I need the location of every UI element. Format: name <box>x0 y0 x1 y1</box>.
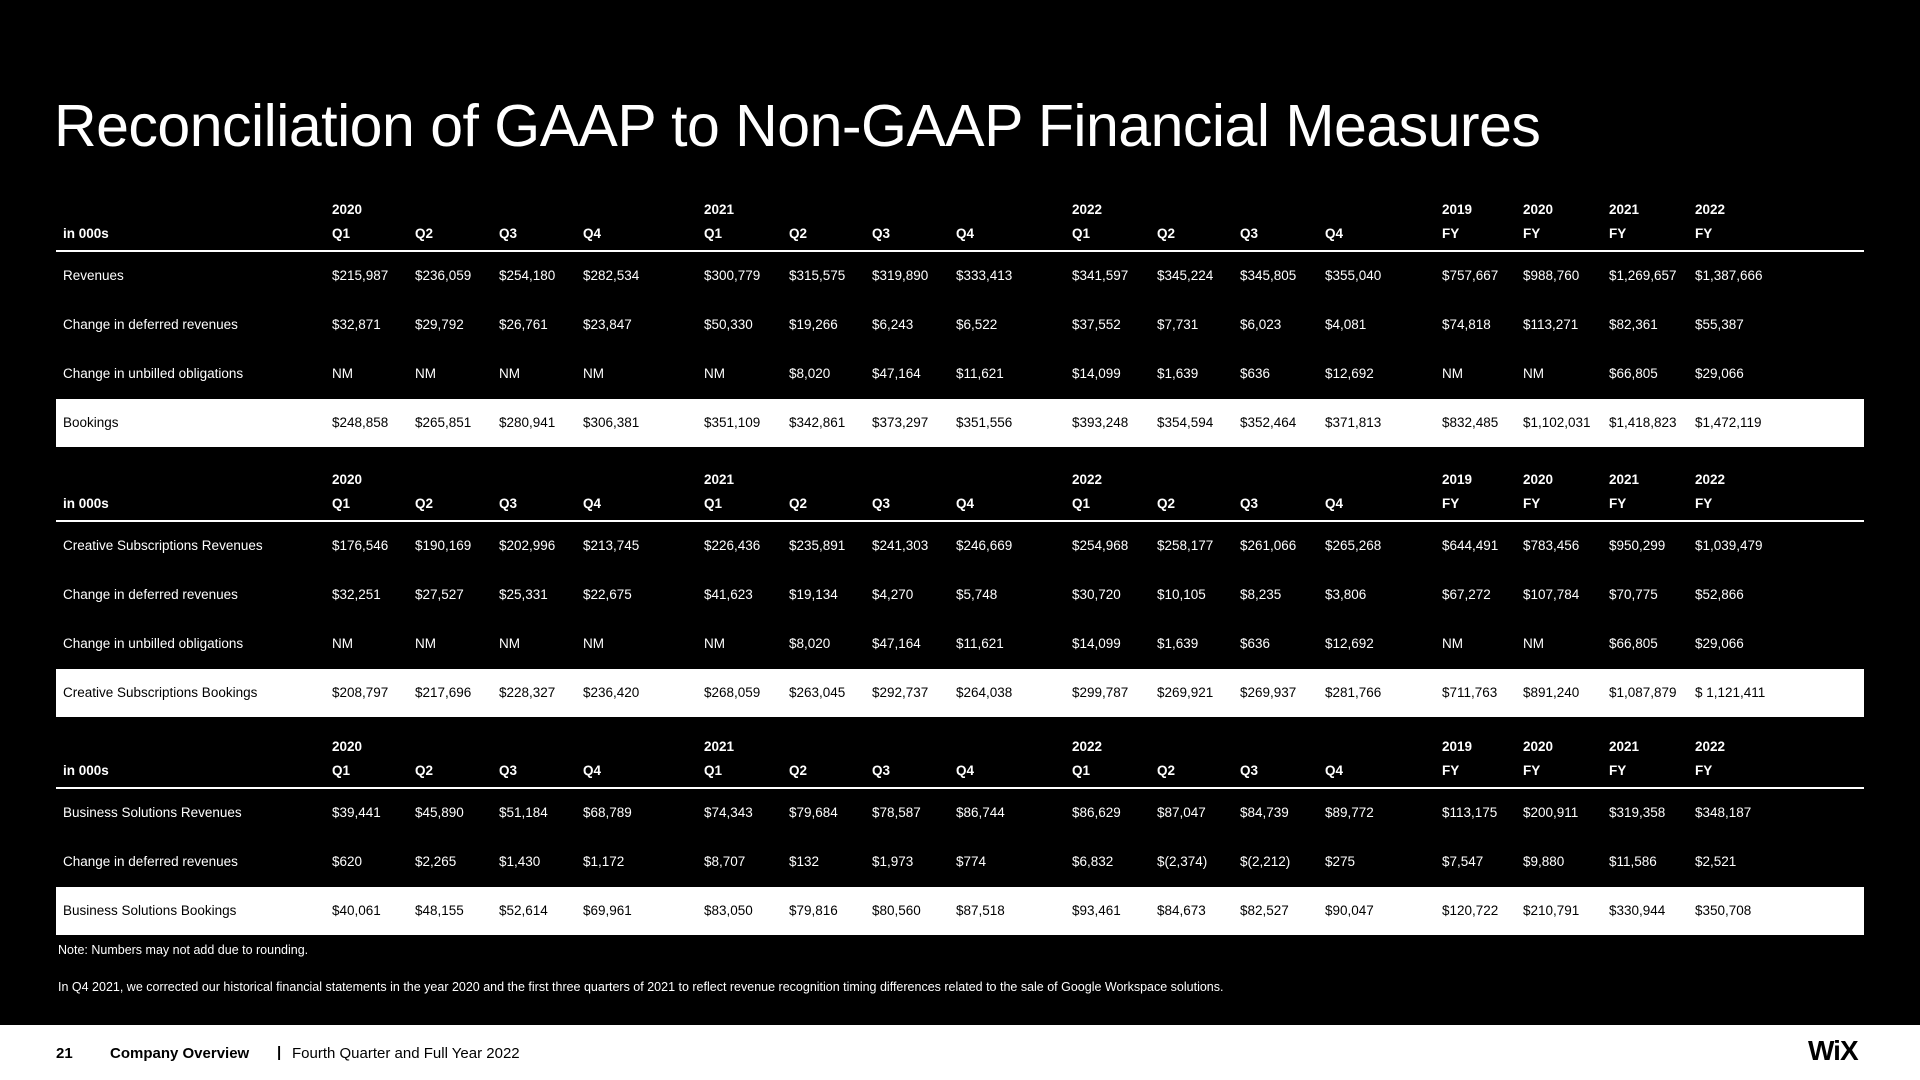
table-cell: $14,099 <box>1072 366 1121 381</box>
row-label: Change in unbilled obligations <box>63 636 244 651</box>
unit-label: in 000s <box>63 226 109 241</box>
table-cell: $8,020 <box>789 636 831 651</box>
period-header: Q3 <box>499 226 518 241</box>
table-cell: $113,175 <box>1442 805 1498 820</box>
year-header: 2021 <box>704 202 735 217</box>
table-cell: $644,491 <box>1442 538 1499 553</box>
period-header: FY <box>1442 496 1460 511</box>
table-cell: $215,987 <box>332 268 389 283</box>
table-cell: $113,271 <box>1523 317 1579 332</box>
table-cell: $32,251 <box>332 587 381 602</box>
table-row <box>56 301 1864 350</box>
table-cell: $354,594 <box>1157 415 1214 430</box>
table-cell: $68,789 <box>583 805 632 820</box>
table-cell: $299,787 <box>1072 685 1129 700</box>
table-cell: $1,039,479 <box>1695 538 1763 553</box>
table-cell: $89,772 <box>1325 805 1374 820</box>
table-cell: NM <box>704 636 725 651</box>
table-cell: $6,243 <box>872 317 914 332</box>
period-header: Q2 <box>789 226 808 241</box>
table-cell: $51,184 <box>499 805 548 820</box>
table-cell: $25,331 <box>499 587 548 602</box>
table-cell: NM <box>1442 636 1463 651</box>
table-cell: $248,858 <box>332 415 389 430</box>
period-header: Q4 <box>956 496 975 511</box>
table-row <box>56 789 1864 838</box>
unit-label: in 000s <box>63 763 109 778</box>
bookings-row <box>56 887 1864 935</box>
row-label: Business Solutions Bookings <box>63 903 237 918</box>
table-cell: $265,851 <box>415 415 472 430</box>
period-header: Q3 <box>499 763 518 778</box>
period-header: Q2 <box>789 763 808 778</box>
table-cell: $(2,374) <box>1157 854 1208 869</box>
table-cell: NM <box>332 366 353 381</box>
table-cell: $67,272 <box>1442 587 1491 602</box>
table-cell: $52,614 <box>499 903 548 918</box>
table-cell: $1,102,031 <box>1523 415 1591 430</box>
table-cell: $50,330 <box>704 317 753 332</box>
table-cell: NM <box>332 636 353 651</box>
table-cell: NM <box>415 636 436 651</box>
table-cell: $30,720 <box>1072 587 1121 602</box>
period-header: FY <box>1609 496 1627 511</box>
year-header: 2022 <box>1695 739 1726 754</box>
row-label: Creative Subscriptions Bookings <box>63 685 258 700</box>
period-header: Q2 <box>1157 496 1176 511</box>
table-cell: $351,556 <box>956 415 1013 430</box>
table-cell: $333,413 <box>956 268 1013 283</box>
table-cell: $202,996 <box>499 538 556 553</box>
footer-period: Fourth Quarter and Full Year 2022 <box>292 1045 520 1062</box>
table-cell: $11,586 <box>1609 854 1657 869</box>
table-row <box>56 571 1864 620</box>
period-header: Q1 <box>1072 226 1091 241</box>
table-cell: $1,087,879 <box>1609 685 1677 700</box>
table-cell: NM <box>1523 366 1544 381</box>
table-cell: $636 <box>1240 636 1271 651</box>
table-cell: $1,639 <box>1157 366 1199 381</box>
table-cell: NM <box>704 366 725 381</box>
table-cell: $264,038 <box>956 685 1013 700</box>
table-cell: $306,381 <box>583 415 640 430</box>
year-header: 2019 <box>1442 472 1473 487</box>
table-cell: $275 <box>1325 854 1356 869</box>
table-cell: $254,968 <box>1072 538 1129 553</box>
table-cell: $3,806 <box>1325 587 1367 602</box>
footer <box>0 1025 1920 1080</box>
table-cell: $45,890 <box>415 805 464 820</box>
table-cell: $281,766 <box>1325 685 1382 700</box>
period-header: Q1 <box>704 763 723 778</box>
table-cell: $269,921 <box>1157 685 1214 700</box>
year-header: 2020 <box>1523 202 1554 217</box>
table-cell: $29,066 <box>1695 366 1744 381</box>
table-cell: $330,944 <box>1609 903 1666 918</box>
table-cell: $4,270 <box>872 587 914 602</box>
row-label: Change in deferred revenues <box>63 317 238 332</box>
table-cell: $39,441 <box>332 805 381 820</box>
table-cell: $1,172 <box>583 854 625 869</box>
period-header: Q2 <box>789 496 808 511</box>
table-cell: $12,692 <box>1325 636 1374 651</box>
table-cell: $74,818 <box>1442 317 1491 332</box>
period-header: Q2 <box>415 496 434 511</box>
row-label: Creative Subscriptions Revenues <box>63 538 263 553</box>
table-cell: $23,847 <box>583 317 632 332</box>
table-cell: $226,436 <box>704 538 761 553</box>
period-header: Q3 <box>872 496 891 511</box>
year-header: 2019 <box>1442 739 1473 754</box>
table-cell: $26,761 <box>499 317 548 332</box>
table-section-3 <box>56 729 1864 935</box>
table-cell: $342,861 <box>789 415 846 430</box>
table-cell: NM <box>1442 366 1463 381</box>
table-cell: $48,155 <box>415 903 464 918</box>
table-cell: $66,805 <box>1609 636 1658 651</box>
row-label: Business Solutions Revenues <box>63 805 242 820</box>
period-header: Q4 <box>583 763 602 778</box>
table-cell: $832,485 <box>1442 415 1499 430</box>
table-cell: $254,180 <box>499 268 556 283</box>
table-row <box>56 620 1864 669</box>
table-cell: $292,737 <box>872 685 929 700</box>
period-header: FY <box>1609 763 1627 778</box>
rounding-note: Note: Numbers may not add due to rounding. <box>58 943 309 957</box>
table-cell: $1,639 <box>1157 636 1199 651</box>
table-cell: $27,527 <box>415 587 464 602</box>
table-cell: $269,937 <box>1240 685 1297 700</box>
table-cell: $10,105 <box>1157 587 1206 602</box>
bookings-row <box>56 669 1864 717</box>
table-cell: $620 <box>332 854 363 869</box>
table-cell: NM <box>499 366 520 381</box>
table-cell: $90,047 <box>1325 903 1374 918</box>
table-cell: $47,164 <box>872 366 921 381</box>
table-cell: $236,059 <box>415 268 472 283</box>
table-cell: $351,109 <box>704 415 761 430</box>
table-cell: $282,534 <box>583 268 640 283</box>
year-header: 2022 <box>1072 202 1103 217</box>
footer-company: Company Overview <box>110 1045 250 1062</box>
table-cell: $(2,212) <box>1240 854 1291 869</box>
table-cell: $11,621 <box>956 636 1004 651</box>
table-row <box>56 252 1864 301</box>
year-header: 2020 <box>1523 472 1554 487</box>
row-label: Revenues <box>63 268 124 283</box>
table-cell: $228,327 <box>499 685 556 700</box>
period-header: Q4 <box>1325 763 1344 778</box>
table-header <box>56 192 1864 252</box>
period-header: Q1 <box>332 763 351 778</box>
period-header: Q4 <box>956 763 975 778</box>
table-cell: $355,040 <box>1325 268 1382 283</box>
table-cell: $83,050 <box>704 903 753 918</box>
table-cell: $12,692 <box>1325 366 1374 381</box>
table-cell: $37,552 <box>1072 317 1121 332</box>
table-cell: $6,522 <box>956 317 998 332</box>
table-cell: $ 1,121,411 <box>1695 685 1766 700</box>
table-cell: $774 <box>956 854 987 869</box>
table-cell: $11,621 <box>956 366 1004 381</box>
period-header: Q3 <box>872 226 891 241</box>
table-cell: $29,792 <box>415 317 464 332</box>
table-cell: $86,629 <box>1072 805 1121 820</box>
table-cell: $176,546 <box>332 538 389 553</box>
table-cell: $373,297 <box>872 415 929 430</box>
table-cell: $74,343 <box>704 805 753 820</box>
table-cell: $9,880 <box>1523 854 1565 869</box>
table-cell: $79,816 <box>789 903 838 918</box>
table-cell: $350,708 <box>1695 903 1752 918</box>
table-cell: $783,456 <box>1523 538 1580 553</box>
table-cell: $66,805 <box>1609 366 1658 381</box>
table-cell: $78,587 <box>872 805 921 820</box>
table-header <box>56 729 1864 789</box>
table-cell: $1,418,823 <box>1609 415 1677 430</box>
table-cell: $2,265 <box>415 854 457 869</box>
period-header: Q2 <box>415 763 434 778</box>
table-cell: $236,420 <box>583 685 640 700</box>
table-cell: $87,047 <box>1157 805 1206 820</box>
period-header: FY <box>1695 496 1713 511</box>
table-section-1 <box>56 192 1864 447</box>
period-header: FY <box>1695 226 1713 241</box>
table-cell: $86,744 <box>956 805 1005 820</box>
table-cell: $82,527 <box>1240 903 1289 918</box>
bookings-row <box>56 399 1864 447</box>
table-cell: $29,066 <box>1695 636 1744 651</box>
table-cell: $52,866 <box>1695 587 1744 602</box>
correction-note: In Q4 2021, we corrected our historical financial statements in the year 2020 and the first three quarters of 2021 to reflect revenue recognition timing differences related to the sale of Google Workspace solutions. <box>58 980 1224 994</box>
table-cell: $107,784 <box>1523 587 1580 602</box>
period-header: Q3 <box>499 496 518 511</box>
period-header: Q1 <box>704 226 723 241</box>
table-cell: $5,748 <box>956 587 998 602</box>
page-title: Reconciliation of GAAP to Non-GAAP Financial Measures <box>54 93 1541 159</box>
table-cell: $55,387 <box>1695 317 1744 332</box>
table-cell: $1,973 <box>872 854 914 869</box>
year-header: 2021 <box>1609 202 1640 217</box>
year-header: 2021 <box>704 472 735 487</box>
page-number: 21 <box>56 1045 73 1062</box>
table-cell: $4,081 <box>1325 317 1367 332</box>
table-cell: $41,623 <box>704 587 753 602</box>
table-cell: $711,763 <box>1442 685 1498 700</box>
table-cell: $757,667 <box>1442 268 1499 283</box>
year-header: 2020 <box>332 202 363 217</box>
wix-logo: WiX <box>1808 1035 1858 1066</box>
table-cell: $93,461 <box>1072 903 1121 918</box>
year-header: 2020 <box>332 472 363 487</box>
table-cell: $190,169 <box>415 538 472 553</box>
table-cell: $319,358 <box>1609 805 1666 820</box>
footer-separator: | <box>277 1044 282 1061</box>
period-header: Q4 <box>583 496 602 511</box>
table-cell: $84,673 <box>1157 903 1206 918</box>
table-cell: $40,061 <box>332 903 381 918</box>
table-cell: $265,268 <box>1325 538 1382 553</box>
table-cell: $210,791 <box>1523 903 1580 918</box>
year-header: 2022 <box>1695 472 1726 487</box>
table-cell: NM <box>583 366 604 381</box>
table-cell: $69,961 <box>583 903 632 918</box>
table-cell: $80,560 <box>872 903 921 918</box>
table-row <box>56 350 1864 399</box>
period-header: Q1 <box>332 496 351 511</box>
period-header: FY <box>1442 763 1460 778</box>
table-cell: $341,597 <box>1072 268 1129 283</box>
table-cell: $8,707 <box>704 854 746 869</box>
table-cell: $200,911 <box>1523 805 1579 820</box>
period-header: FY <box>1523 496 1541 511</box>
table-cell: $70,775 <box>1609 587 1658 602</box>
period-header: Q4 <box>1325 226 1344 241</box>
period-header: FY <box>1695 763 1713 778</box>
period-header: Q1 <box>1072 496 1091 511</box>
year-header: 2019 <box>1442 202 1473 217</box>
year-header: 2021 <box>1609 472 1640 487</box>
table-cell: $258,177 <box>1157 538 1214 553</box>
table-cell: $891,240 <box>1523 685 1580 700</box>
table-row <box>56 522 1864 571</box>
table-cell: $132 <box>789 854 820 869</box>
table-cell: $32,871 <box>332 317 381 332</box>
period-header: Q3 <box>1240 496 1259 511</box>
table-cell: $6,023 <box>1240 317 1282 332</box>
table-header <box>56 462 1864 522</box>
year-header: 2020 <box>1523 739 1554 754</box>
table-cell: $7,731 <box>1157 317 1199 332</box>
table-cell: $208,797 <box>332 685 389 700</box>
year-header: 2021 <box>704 739 735 754</box>
table-cell: NM <box>1523 636 1544 651</box>
table-cell: $8,235 <box>1240 587 1282 602</box>
table-cell: $7,547 <box>1442 854 1484 869</box>
period-header: Q2 <box>415 226 434 241</box>
period-header: Q1 <box>1072 763 1091 778</box>
table-cell: $371,813 <box>1325 415 1382 430</box>
table-cell: $352,464 <box>1240 415 1297 430</box>
unit-label: in 000s <box>63 496 109 511</box>
period-header: Q2 <box>1157 226 1176 241</box>
table-cell: $79,684 <box>789 805 838 820</box>
period-header: FY <box>1523 226 1541 241</box>
table-cell: $19,134 <box>789 587 838 602</box>
table-cell: $2,521 <box>1695 854 1737 869</box>
table-cell: $217,696 <box>415 685 472 700</box>
year-header: 2021 <box>1609 739 1640 754</box>
table-cell: $950,299 <box>1609 538 1666 553</box>
table-cell: $120,722 <box>1442 903 1499 918</box>
table-cell: NM <box>415 366 436 381</box>
table-cell: $636 <box>1240 366 1271 381</box>
table-cell: $319,890 <box>872 268 929 283</box>
table-cell: $1,269,657 <box>1609 268 1677 283</box>
period-header: Q4 <box>956 226 975 241</box>
period-header: Q2 <box>1157 763 1176 778</box>
table-cell: $14,099 <box>1072 636 1121 651</box>
year-header: 2022 <box>1695 202 1726 217</box>
table-cell: $348,187 <box>1695 805 1752 820</box>
table-cell: $300,779 <box>704 268 761 283</box>
table-cell: $82,361 <box>1609 317 1658 332</box>
year-header: 2022 <box>1072 739 1103 754</box>
period-header: FY <box>1609 226 1627 241</box>
table-cell: $213,745 <box>583 538 640 553</box>
period-header: Q1 <box>704 496 723 511</box>
table-cell: $84,739 <box>1240 805 1289 820</box>
table-cell: $315,575 <box>789 268 846 283</box>
table-cell: $241,303 <box>872 538 929 553</box>
table-cell: $6,832 <box>1072 854 1114 869</box>
period-header: Q4 <box>583 226 602 241</box>
table-section-2 <box>56 462 1864 717</box>
period-header: FY <box>1442 226 1460 241</box>
period-header: FY <box>1523 763 1541 778</box>
row-label: Change in deferred revenues <box>63 854 238 869</box>
table-cell: $246,669 <box>956 538 1013 553</box>
period-header: Q4 <box>1325 496 1344 511</box>
row-label: Change in deferred revenues <box>63 587 238 602</box>
period-header: Q3 <box>1240 763 1259 778</box>
year-header: 2020 <box>332 739 363 754</box>
table-cell: $235,891 <box>789 538 846 553</box>
table-cell: $345,805 <box>1240 268 1297 283</box>
table-cell: $47,164 <box>872 636 921 651</box>
table-cell: $280,941 <box>499 415 556 430</box>
table-cell: $345,224 <box>1157 268 1214 283</box>
table-cell: $22,675 <box>583 587 632 602</box>
table-cell: $988,760 <box>1523 268 1580 283</box>
period-header: Q1 <box>332 226 351 241</box>
row-label: Bookings <box>63 415 119 430</box>
table-cell: $268,059 <box>704 685 761 700</box>
table-cell: $87,518 <box>956 903 1005 918</box>
table-cell: NM <box>583 636 604 651</box>
period-header: Q3 <box>872 763 891 778</box>
table-cell: NM <box>499 636 520 651</box>
row-label: Change in unbilled obligations <box>63 366 244 381</box>
table-cell: $263,045 <box>789 685 846 700</box>
table-cell: $1,430 <box>499 854 541 869</box>
table-cell: $1,387,666 <box>1695 268 1763 283</box>
table-cell: $393,248 <box>1072 415 1129 430</box>
table-cell: $8,020 <box>789 366 831 381</box>
table-cell: $261,066 <box>1240 538 1297 553</box>
period-header: Q3 <box>1240 226 1259 241</box>
table-cell: $1,472,119 <box>1695 415 1762 430</box>
year-header: 2022 <box>1072 472 1103 487</box>
table-cell: $19,266 <box>789 317 838 332</box>
table-row <box>56 838 1864 887</box>
